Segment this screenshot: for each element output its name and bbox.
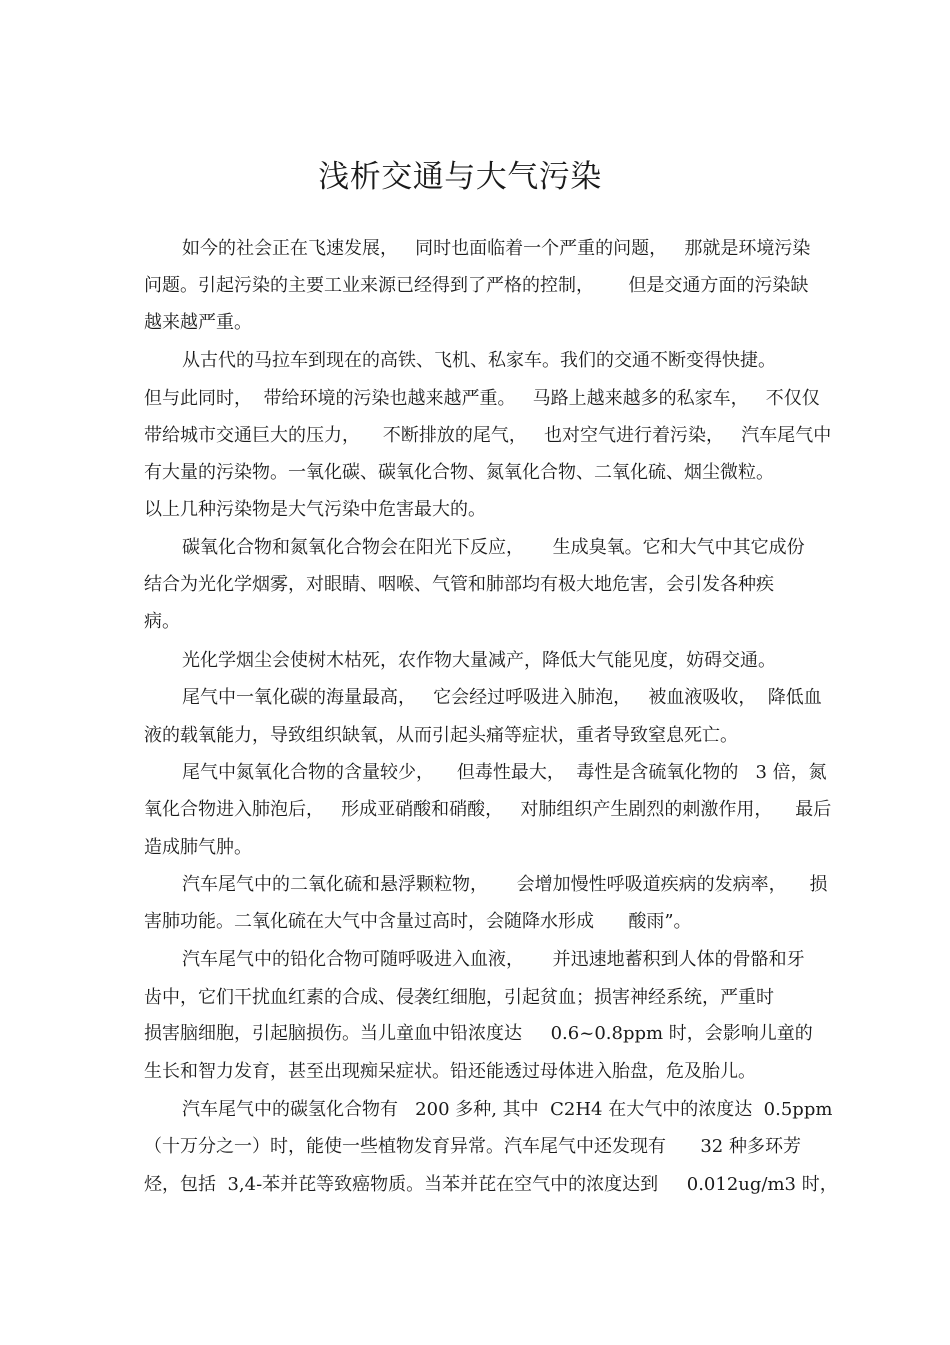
text-line: 损害脑细胞，引起脑损伤。当儿童血中铅浓度达 0.6~0.8ppm 时，会影响儿童的 bbox=[144, 1023, 813, 1044]
text-line: 氧化合物进入肺泡后， 形成亚硝酸和硝酸， 对肺组织产生剧烈的刺激作用， 最后 bbox=[144, 799, 832, 820]
text-line: 汽车尾气中的碳氢化合物有 200 多种, 其中 C2H4 在大气中的浓度达 0.5ppm bbox=[182, 1099, 833, 1120]
document-title: 浅析交通与大气污染 bbox=[318, 159, 602, 195]
text-line: 害肺功能。二氧化硫在大气中含量过高时，会随降水形成 酸雨”。 bbox=[144, 911, 692, 932]
text-line: 从古代的马拉车到现在的高铁、飞机、私家车。我们的交通不断变得快捷。 bbox=[182, 350, 776, 371]
text-line: 齿中，它们干扰血红素的合成、侵袭红细胞，引起贫血；损害神经系统，严重时 bbox=[144, 987, 774, 1008]
text-line: 有大量的污染物。一氧化碳、碳氧化合物、氮氧化合物、二氧化硫、烟尘微粒。 bbox=[144, 462, 774, 483]
text-line: 生长和智力发育，甚至出现痴呆症状。铅还能透过母体进入胎盘，危及胎儿。 bbox=[144, 1061, 756, 1082]
text-line: 带给城市交通巨大的压力， 不断排放的尾气， 也对空气进行着污染， 汽车尾气中 bbox=[144, 425, 832, 446]
text-line: 尾气中氮氧化合物的含量较少， 但毒性最大， 毒性是含硫氧化物的 3 倍，氮 bbox=[182, 762, 827, 783]
text-line: 液的载氧能力，导致组织缺氧，从而引起头痛等症状，重者导致窒息死亡。 bbox=[144, 725, 738, 746]
text-line: 造成肺气肿。 bbox=[144, 837, 252, 858]
text-line: 如今的社会正在飞速发展， 同时也面临着一个严重的问题， 那就是环境污染 bbox=[182, 238, 811, 259]
text-line: 但与此同时， 带给环境的污染也越来越严重。 马路上越来越多的私家车， 不仅仅 bbox=[144, 388, 820, 409]
text-line: 烃，包括 3,4-苯并芘等致癌物质。当苯并芘在空气中的浓度达到 0.012ug/m3 时， bbox=[144, 1174, 838, 1195]
text-line: （十万分之一）时，能使一些植物发育异常。汽车尾气中还发现有 32 种多环芳 bbox=[144, 1136, 801, 1157]
text-line: 汽车尾气中的二氧化硫和悬浮颗粒物， 会增加慢性呼吸道疾病的发病率， 损 bbox=[182, 874, 828, 895]
text-line: 碳氧化合物和氮氧化合物会在阳光下反应， 生成臭氧。它和大气中其它成份 bbox=[182, 537, 805, 558]
text-line: 光化学烟尘会使树木枯死，农作物大量减产，降低大气能见度，妨碍交通。 bbox=[182, 650, 776, 671]
text-line: 尾气中一氧化碳的海量最高， 它会经过呼吸进入肺泡， 被血液吸收， 降低血 bbox=[182, 687, 822, 708]
text-line: 病。 bbox=[144, 611, 180, 632]
text-line: 问题。引起污染的主要工业来源已经得到了严格的控制， 但是交通方面的污染缺 bbox=[144, 275, 809, 296]
text-line: 结合为光化学烟雾，对眼睛、咽喉、气管和肺部均有极大地危害，会引发各种疾 bbox=[144, 574, 774, 595]
text-line: 汽车尾气中的铅化合物可随呼吸进入血液， 并迅速地蓄积到人体的骨骼和牙 bbox=[182, 949, 805, 970]
text-line: 以上几种污染物是大气污染中危害最大的。 bbox=[144, 499, 486, 520]
text-line: 越来越严重。 bbox=[144, 312, 252, 333]
